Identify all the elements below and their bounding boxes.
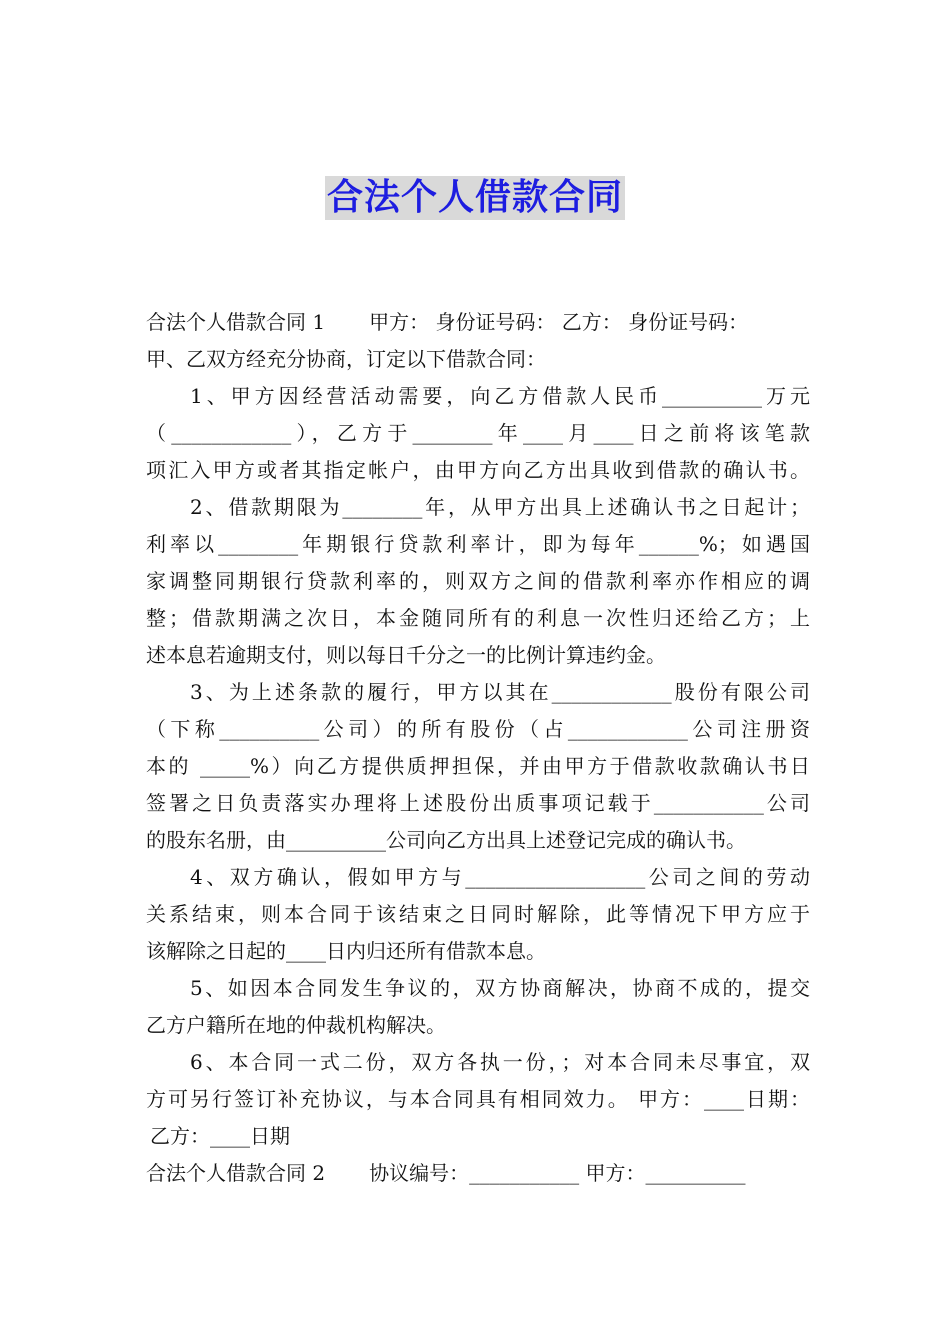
- title-container: [0, 176, 950, 220]
- clause-3-line: 的股东名册，由__________公司向乙方出具上述登记完成的确认书。: [146, 828, 746, 852]
- contract-2-header: [146, 1155, 810, 1192]
- agreement-number-fields: 协议编号：___________ 甲方：__________: [369, 1161, 746, 1185]
- clause-2-line: 2、借款期限为________年，从甲方出具上述确认书之日起计；: [190, 495, 810, 519]
- contract-2-heading: 合法个人借款合同 2: [146, 1161, 326, 1185]
- document-title: 合法个人借款合同: [326, 177, 623, 218]
- clause-1-line: 项汇入甲方或者其指定帐户，由甲方向乙方出具收到借款的确认书。: [146, 458, 810, 482]
- clause-5-line: 5、如因本合同发生争议的，双方协商解决，协商不成的，提交: [190, 976, 810, 1000]
- clause-2-line: 述本息若逾期支付，则以每日千分之一的比例计算违约金。: [146, 643, 666, 667]
- clause-1-line: 1、甲方因经营活动需要，向乙方借款人民币__________万元: [190, 384, 810, 408]
- clause-2-line: 家调整同期银行贷款利率的，则双方之间的借款利率亦作相应的调: [146, 569, 810, 593]
- clause-2-line: 利率以________年期银行贷款利率计，即为每年______%；如遇国: [146, 532, 810, 556]
- clause-4-line: 该解除之日起的____日内归还所有借款本息。: [146, 939, 546, 963]
- clause-4-line: 关系结束，则本合同于该结束之日同时解除，此等情况下甲方应于: [146, 902, 810, 926]
- clause-2-line: 整；借款期满之次日，本金随同所有的利息一次性归还给乙方；上: [146, 606, 810, 630]
- clause-6-line: 方可另行签订补充协议，与本合同具有相同效力。 甲方：____日期：: [146, 1087, 810, 1111]
- clause-3-line: 3、为上述条款的履行，甲方以其在____________股份有限公司: [190, 680, 810, 704]
- clause-1-line: （____________），乙方于________年____月____日之前将该笔款: [146, 421, 810, 445]
- clause-3-line: 签署之日负责落实办理将上述股份出质事项记载于___________公司: [146, 791, 810, 815]
- contract-1-header: [146, 304, 810, 341]
- clause-5-line: 乙方户籍所在地的仲裁机构解决。: [146, 1013, 446, 1037]
- clause-3-line: 本的 _____%）向乙方提供质押担保，并由甲方于借款收款确认书日: [146, 754, 810, 778]
- party-id-fields: 甲方： 身份证号码： 乙方： 身份证号码：: [369, 310, 749, 334]
- clause-4-line: 4、双方确认，假如甲方与__________________公司之间的劳动: [190, 865, 810, 889]
- body-line: 甲、乙双方经充分协商，订定以下借款合同：: [146, 347, 546, 371]
- clause-6-line: 6、本合同一式二份，双方各执一份，；对本合同未尽事宜，双: [190, 1050, 810, 1074]
- contract-1-heading: 合法个人借款合同 1: [146, 310, 326, 334]
- party-b-signature: 乙方：____日期: [150, 1124, 290, 1148]
- signature-line: [146, 1118, 810, 1155]
- document-body: [146, 304, 810, 1192]
- clause-3-line: （下称__________公司）的所有股份（占____________公司注册资: [146, 717, 810, 741]
